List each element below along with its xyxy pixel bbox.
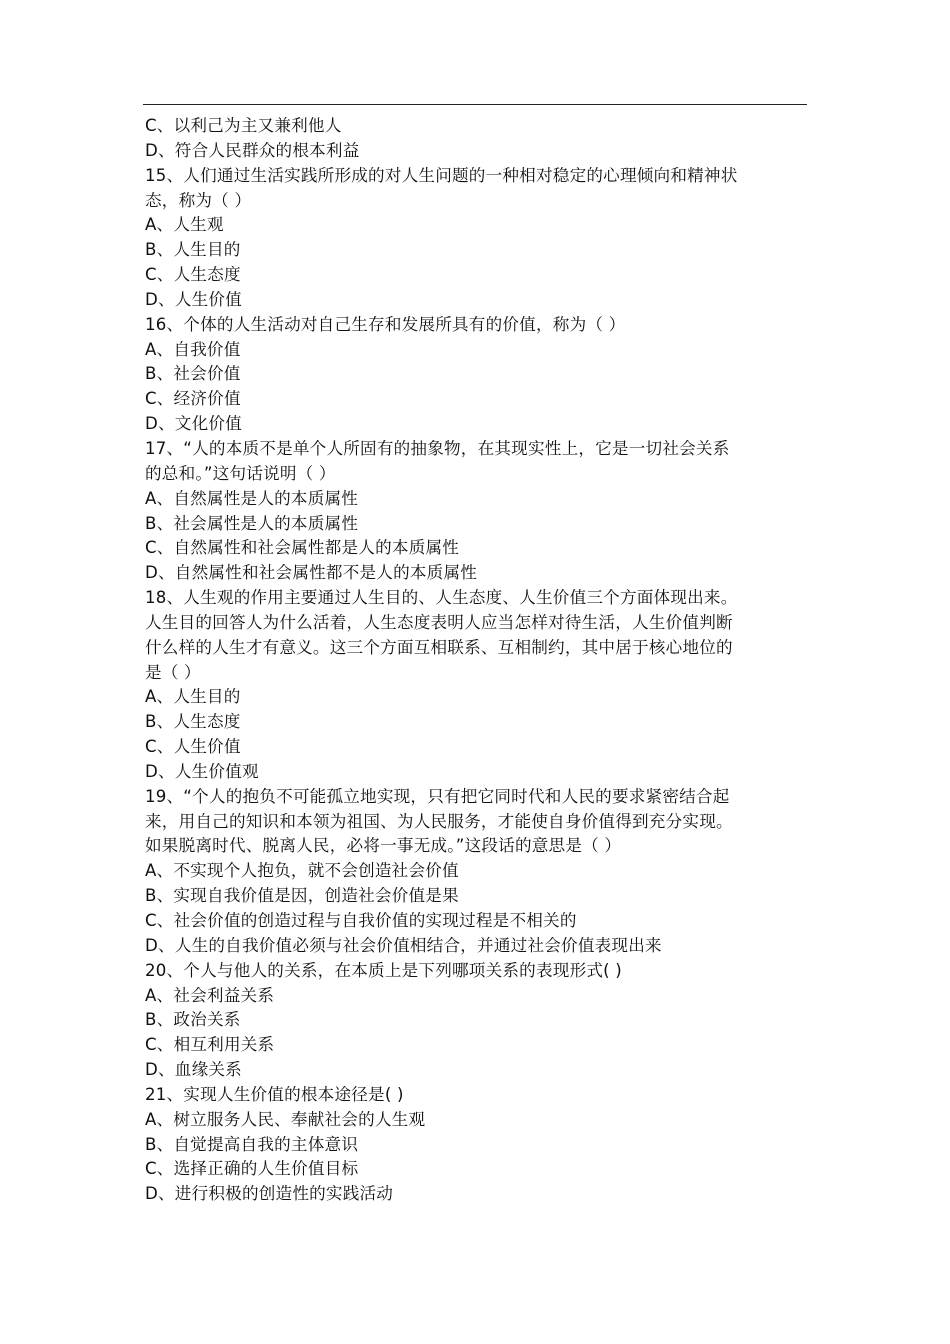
question-21 <box>145 1083 810 1207</box>
option-a: A、自然属性是人的本质属性 <box>145 488 359 508</box>
question-stem: 是（ ） <box>145 662 201 682</box>
option-c: C、选择正确的人生价值目标 <box>145 1159 359 1179</box>
option-b: B、自觉提高自我的主体意识 <box>145 1134 359 1154</box>
option-d: D、人生价值观 <box>145 761 259 781</box>
question-stem: 什么样的人生才有意义。这三个方面互相联系、互相制约，其中居于核心地位的 <box>145 637 733 657</box>
question-stem: 20、个人与他人的关系，在本质上是下列哪项关系的表现形式( ) <box>145 960 622 980</box>
question-18 <box>145 586 810 785</box>
header-rule-divider <box>143 104 807 105</box>
question-stem: 16、个体的人生活动对自己生存和发展所具有的价值，称为（ ） <box>145 314 626 334</box>
question-stem: 的总和。”这句话说明（ ） <box>145 463 336 483</box>
option-d: D、人生价值 <box>145 289 242 309</box>
option-c: C、人生价值 <box>145 737 241 757</box>
question-stem: 来，用自己的知识和本领为祖国、为人民服务，才能使自身价值得到充分实现。 <box>145 811 733 831</box>
option-d: D、进行积极的创造性的实践活动 <box>145 1184 394 1204</box>
option-d: D、文化价值 <box>145 414 242 434</box>
question-19 <box>145 785 810 959</box>
option-d: D、自然属性和社会属性都不是人的本质属性 <box>145 563 478 583</box>
question-stem: 17、“人的本质不是单个人所固有的抽象物，在其现实性上，它是一切社会关系 <box>145 438 730 458</box>
option-b: B、社会属性是人的本质属性 <box>145 513 359 533</box>
option-c: C、相互利用关系 <box>145 1035 275 1055</box>
question-stem: 如果脱离时代、脱离人民，必将一事无成。”这段话的意思是（ ） <box>145 836 622 856</box>
option-b: B、人生目的 <box>145 240 241 260</box>
option-b: B、政治关系 <box>145 1010 241 1030</box>
option-c: C、人生态度 <box>145 265 241 285</box>
option-a: A、自我价值 <box>145 339 241 359</box>
option-d: D、人生的自我价值必须与社会价值相结合，并通过社会价值表现出来 <box>145 935 662 955</box>
option-b: B、人生态度 <box>145 712 241 732</box>
document-body <box>145 114 810 1207</box>
option-c: C、经济价值 <box>145 389 241 409</box>
option-line: D、符合人民群众的根本利益 <box>145 140 360 160</box>
question-17 <box>145 437 810 586</box>
question-stem: 15、人们通过生活实践所形成的对人生问题的一种相对稳定的心理倾向和精神状 <box>145 165 738 185</box>
question-stem: 人生目的回答人为什么活着，人生态度表明人应当怎样对待生活，人生价值判断 <box>145 612 733 632</box>
question-stem: 21、实现人生价值的根本途径是( ) <box>145 1084 404 1104</box>
question-stem: 19、“个人的抱负不可能孤立地实现，只有把它同时代和人民的要求紧密结合起 <box>145 786 730 806</box>
option-a: A、社会利益关系 <box>145 985 275 1005</box>
option-d: D、血缘关系 <box>145 1060 242 1080</box>
question-15 <box>145 164 810 313</box>
option-a: A、不实现个人抱负，就不会创造社会价值 <box>145 861 459 881</box>
option-line: C、以利己为主又兼利他人 <box>145 116 342 135</box>
question-20 <box>145 959 810 1083</box>
question-stem: 态，称为（ ） <box>145 190 252 210</box>
option-a: A、人生观 <box>145 215 224 235</box>
option-a: A、树立服务人民、奉献社会的人生观 <box>145 1109 426 1129</box>
option-b: B、实现自我价值是因，创造社会价值是果 <box>145 886 459 906</box>
option-c: C、自然属性和社会属性都是人的本质属性 <box>145 538 460 558</box>
question-16 <box>145 313 810 437</box>
option-b: B、社会价值 <box>145 364 241 384</box>
option-a: A、人生目的 <box>145 687 241 707</box>
question-stem: 18、人生观的作用主要通过人生目的、人生态度、人生价值三个方面体现出来。 <box>145 588 738 608</box>
option-c: C、社会价值的创造过程与自我价值的实现过程是不相关的 <box>145 911 577 930</box>
